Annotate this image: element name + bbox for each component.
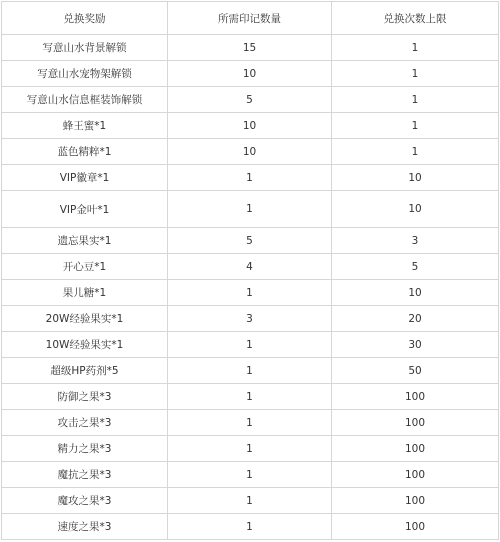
marks-cell: 1	[168, 488, 332, 514]
reward-cell: 蜂王蜜*1	[2, 113, 168, 139]
limit-cell: 1	[332, 35, 499, 61]
marks-cell: 1	[168, 514, 332, 540]
marks-cell: 5	[168, 87, 332, 113]
table-row	[2, 514, 499, 540]
reward-cell: 开心豆*1	[2, 254, 168, 280]
reward-cell: 写意山水信息框装饰解锁	[2, 87, 168, 113]
reward-cell: 攻击之果*3	[2, 410, 168, 436]
reward-cell: 遗忘果实*1	[2, 228, 168, 254]
limit-cell: 1	[332, 61, 499, 87]
reward-cell: 写意山水宠物架解锁	[2, 61, 168, 87]
limit-cell: 20	[332, 306, 499, 332]
marks-cell: 1	[168, 165, 332, 191]
limit-cell: 10	[332, 165, 499, 191]
limit-cell: 100	[332, 462, 499, 488]
reward-cell: VIP金叶*1	[2, 191, 168, 228]
reward-cell: 果儿糖*1	[2, 280, 168, 306]
header-exchange-limit: 兑换次数上限	[332, 2, 499, 35]
limit-cell: 1	[332, 139, 499, 165]
limit-cell: 50	[332, 358, 499, 384]
marks-cell: 1	[168, 358, 332, 384]
table-row	[2, 358, 499, 384]
table-row	[2, 254, 499, 280]
table-row	[2, 488, 499, 514]
table-row	[2, 306, 499, 332]
limit-cell: 5	[332, 254, 499, 280]
marks-cell: 1	[168, 410, 332, 436]
limit-cell: 3	[332, 228, 499, 254]
marks-cell: 10	[168, 61, 332, 87]
reward-cell: 魔攻之果*3	[2, 488, 168, 514]
limit-cell: 100	[332, 384, 499, 410]
marks-cell: 15	[168, 35, 332, 61]
table-row	[2, 139, 499, 165]
reward-exchange-table	[1, 1, 499, 540]
marks-cell: 5	[168, 228, 332, 254]
table-row	[2, 87, 499, 113]
table-row	[2, 228, 499, 254]
marks-cell: 1	[168, 436, 332, 462]
table-row	[2, 61, 499, 87]
marks-cell: 1	[168, 462, 332, 488]
limit-cell: 100	[332, 488, 499, 514]
header-marks-required: 所需印记数量	[168, 2, 332, 35]
table-row	[2, 165, 499, 191]
table-row	[2, 280, 499, 306]
marks-cell: 10	[168, 113, 332, 139]
table-row	[2, 462, 499, 488]
reward-cell: 超级HP药剂*5	[2, 358, 168, 384]
reward-cell: 精力之果*3	[2, 436, 168, 462]
marks-cell: 10	[168, 139, 332, 165]
marks-cell: 3	[168, 306, 332, 332]
marks-cell: 1	[168, 384, 332, 410]
table-row	[2, 410, 499, 436]
limit-cell: 100	[332, 514, 499, 540]
header-reward: 兑换奖励	[2, 2, 168, 35]
reward-cell: 蓝色精粹*1	[2, 139, 168, 165]
reward-cell: 防御之果*3	[2, 384, 168, 410]
table-row	[2, 191, 499, 228]
limit-cell: 10	[332, 191, 499, 228]
reward-cell: 魔抗之果*3	[2, 462, 168, 488]
limit-cell: 1	[332, 113, 499, 139]
limit-cell: 1	[332, 87, 499, 113]
reward-cell: VIP徽章*1	[2, 165, 168, 191]
reward-cell: 10W经验果实*1	[2, 332, 168, 358]
table-row	[2, 35, 499, 61]
limit-cell: 10	[332, 280, 499, 306]
table-header-row	[2, 2, 499, 35]
table-row	[2, 436, 499, 462]
limit-cell: 100	[332, 436, 499, 462]
marks-cell: 1	[168, 280, 332, 306]
limit-cell: 30	[332, 332, 499, 358]
reward-cell: 速度之果*3	[2, 514, 168, 540]
table-row	[2, 113, 499, 139]
table-row	[2, 384, 499, 410]
marks-cell: 1	[168, 191, 332, 228]
reward-cell: 20W经验果实*1	[2, 306, 168, 332]
marks-cell: 1	[168, 332, 332, 358]
marks-cell: 4	[168, 254, 332, 280]
table-row	[2, 332, 499, 358]
reward-cell: 写意山水背景解锁	[2, 35, 168, 61]
limit-cell: 100	[332, 410, 499, 436]
